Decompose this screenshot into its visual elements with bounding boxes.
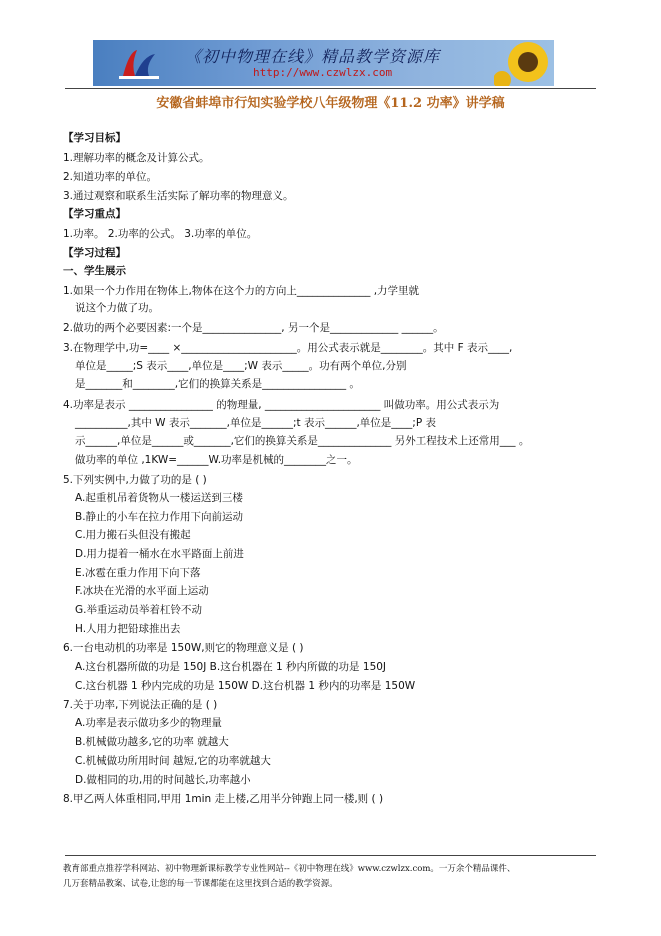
option-item: D.用力提着一桶水在水平路面上前进 xyxy=(75,548,244,560)
option-item: E.冰雹在重力作用下向下落 xyxy=(75,567,201,579)
section-heading-process: 【学习过程】 xyxy=(63,247,126,259)
question-4-cont: __________,其中 W 表示_______,单位是______;t 表示______,单位是____;P 表 xyxy=(75,417,437,429)
option-item: H.人用力把铅球推出去 xyxy=(75,623,181,635)
question-3-cont: 是_______和________,它们的换算关系是________________ 。 xyxy=(75,378,360,390)
question-8: 8.甲乙两人体重相同,甲用 1min 走上楼,乙用半分钟跑上同一楼,则 ( ) xyxy=(63,793,384,805)
option-item: B.机械做功越多,它的功率 就越大 xyxy=(75,736,229,748)
question-1: 1.如果一个力作用在物体上,物体在这个力的方向上______________ ,力学里就 xyxy=(63,285,420,297)
option-item: G.举重运动员举着杠铃不动 xyxy=(75,604,202,616)
footer-rule xyxy=(65,855,596,856)
question-4: 4.功率是表示 ________________ 的物理量, ______________________ 叫做功率。用公式表示为 xyxy=(63,399,500,411)
option-item: A.这台机器所做的功是 150J B.这台机器在 1 秒内所做的功是 150J xyxy=(75,661,387,673)
site-logo-icon xyxy=(115,46,163,82)
option-item: C.这台机器 1 秒内完成的功是 150W D.这台机器 1 秒内的功率是 150W xyxy=(75,680,416,692)
section-heading-student-show: 一、学生展示 xyxy=(63,265,126,277)
question-3-cont: 单位是_____;S 表示____,单位是____;W 表示_____。功有两个单位,分别 xyxy=(75,360,407,372)
question-2: 2.做功的两个必要因素:一个是_______________, 另一个是_____________ ______。 xyxy=(63,322,444,334)
option-item: F.冰块在光滑的水平面上运动 xyxy=(75,585,209,597)
banner-title: 《初中物理在线》精品教学资源库 xyxy=(185,47,441,66)
question-4-cont: 做功率的单位 ,1KW=______W.功率是机械的________之一。 xyxy=(75,454,358,466)
document-title: 安徽省蚌埠市行知实验学校八年级物理《11.2 功率》讲学稿 xyxy=(156,96,505,111)
option-item: C.用力搬石头但没有搬起 xyxy=(75,529,191,541)
question-4-cont: 示______,单位是______或_______,它们的换算关系是______________ 另外工程技术上还常用___ 。 xyxy=(75,435,530,447)
section-heading-key-points: 【学习重点】 xyxy=(63,208,126,220)
option-item: A.功率是表示做功多少的物理量 xyxy=(75,717,222,729)
question-3: 3.在物理学中,功=____ ×______________________。用公式表示就是________。其中 F 表示____, xyxy=(63,342,513,354)
footer-line: 几万套精品教案、试卷,让您的每一节课都能在这里找到合适的教学资源。 xyxy=(63,879,338,889)
sunflower-icon xyxy=(494,40,554,86)
question-7: 7.关于功率,下列说法正确的是 ( ) xyxy=(63,699,218,711)
header-rule xyxy=(65,88,596,89)
banner-url[interactable]: http://www.czwlzx.com xyxy=(253,66,393,79)
question-1-cont: 说这个力做了功。 xyxy=(75,302,159,314)
text-line: 3.通过观察和联系生活实际了解功率的物理意义。 xyxy=(63,190,294,202)
text-line: 2.知道功率的单位。 xyxy=(63,171,158,183)
header-banner xyxy=(93,40,554,86)
section-heading-objectives: 【学习目标】 xyxy=(63,132,126,144)
option-item: A.起重机吊着货物从一楼运送到三楼 xyxy=(75,492,243,504)
text-line: 1.理解功率的概念及计算公式。 xyxy=(63,152,210,164)
question-6: 6.一台电动机的功率是 150W,则它的物理意义是 ( ) xyxy=(63,642,304,654)
text-line: 1.功率。 2.功率的公式。 3.功率的单位。 xyxy=(63,228,258,240)
question-5: 5.下列实例中,力做了功的是 ( ) xyxy=(63,474,207,486)
footer-line: 教育部重点推荐学科网站、初中物理新课标教学专业性网站--《初中物理在线》www.czwlzx.com。一万余个精品课件、 xyxy=(63,864,516,874)
option-item: C.机械做功所用时间 越短,它的功率就越大 xyxy=(75,755,271,767)
option-item: B.静止的小车在拉力作用下向前运动 xyxy=(75,511,244,523)
option-item: D.做相同的功,用的时间越长,功率越小 xyxy=(75,774,251,786)
